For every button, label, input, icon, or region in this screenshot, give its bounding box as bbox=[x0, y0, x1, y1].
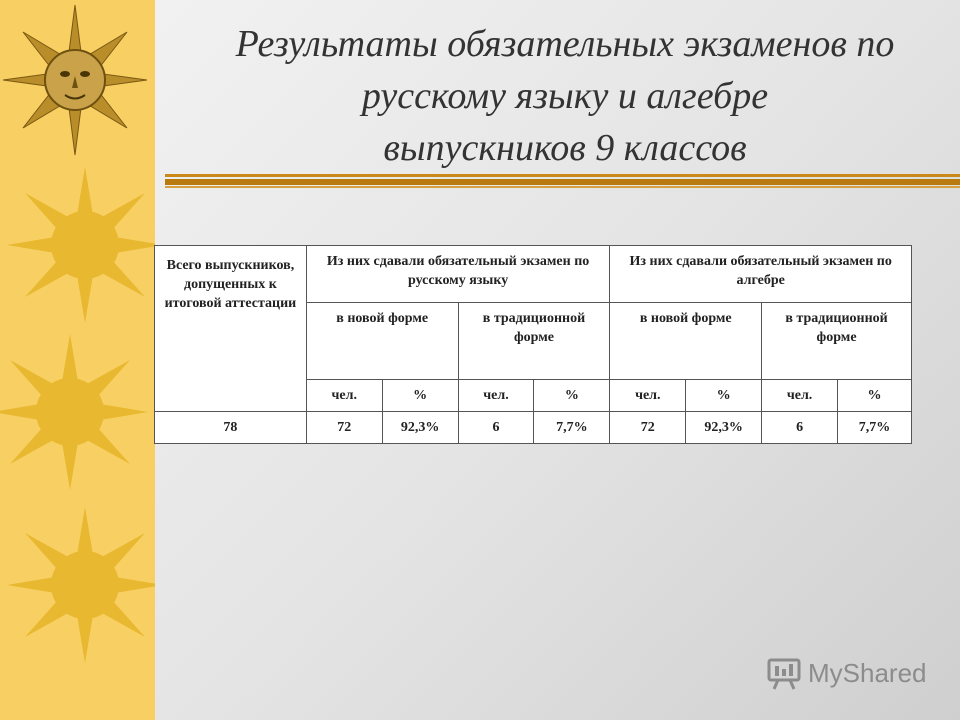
title-line-1: Результаты обязательных экзаменов по bbox=[235, 23, 895, 65]
cell-alg-trad-percent: 7,7% bbox=[838, 412, 912, 444]
presentation-board-icon bbox=[766, 656, 802, 690]
slide-title bbox=[175, 18, 955, 174]
cell-rus-trad-percent: 7,7% bbox=[534, 412, 610, 444]
unit-percent: % bbox=[382, 380, 458, 412]
cell-rus-trad-people: 6 bbox=[458, 412, 534, 444]
header-algebra-exam: Из них сдавали обязательный экзамен по алгебре bbox=[610, 246, 912, 303]
title-line-3: выпускников 9 классов bbox=[383, 127, 747, 169]
unit-people: чел. bbox=[306, 380, 382, 412]
unit-percent: % bbox=[686, 380, 762, 412]
sun-pattern bbox=[0, 0, 155, 720]
unit-people: чел. bbox=[458, 380, 534, 412]
unit-people: чел. bbox=[762, 380, 838, 412]
cell-alg-new-people: 72 bbox=[610, 412, 686, 444]
unit-percent: % bbox=[838, 380, 912, 412]
cell-rus-new-people: 72 bbox=[306, 412, 382, 444]
cell-alg-trad-people: 6 bbox=[762, 412, 838, 444]
sun-decoration bbox=[7, 507, 155, 663]
header-total-graduates: Всего выпускников, допущенных к итоговой аттестации bbox=[155, 246, 307, 412]
cell-total: 78 bbox=[155, 412, 307, 444]
table-row bbox=[155, 412, 912, 444]
sun-decoration bbox=[7, 167, 155, 323]
golden-sun-face-icon bbox=[3, 5, 147, 155]
header-russian-exam: Из них сдавали обязательный экзамен по русскому языку bbox=[306, 246, 610, 303]
myshared-watermark bbox=[766, 656, 936, 692]
cell-alg-new-percent: 92,3% bbox=[686, 412, 762, 444]
unit-people: чел. bbox=[610, 380, 686, 412]
algebra-traditional-form-header: в традиционной форме bbox=[762, 303, 912, 380]
title-divider-rule bbox=[165, 172, 960, 192]
russian-new-form-header: в новой форме bbox=[306, 303, 458, 380]
algebra-new-form-header: в новой форме bbox=[610, 303, 762, 380]
russian-traditional-form-header: в традиционной форме bbox=[458, 303, 610, 380]
table-header-row bbox=[155, 246, 912, 303]
unit-percent: % bbox=[534, 380, 610, 412]
title-line-2: русскому языку и алгебре bbox=[361, 75, 769, 117]
cell-rus-new-percent: 92,3% bbox=[382, 412, 458, 444]
decorative-sun-strip bbox=[0, 0, 155, 720]
sun-decoration bbox=[0, 334, 148, 490]
watermark-text: MyShared bbox=[808, 658, 927, 688]
exam-results-table bbox=[154, 245, 912, 444]
